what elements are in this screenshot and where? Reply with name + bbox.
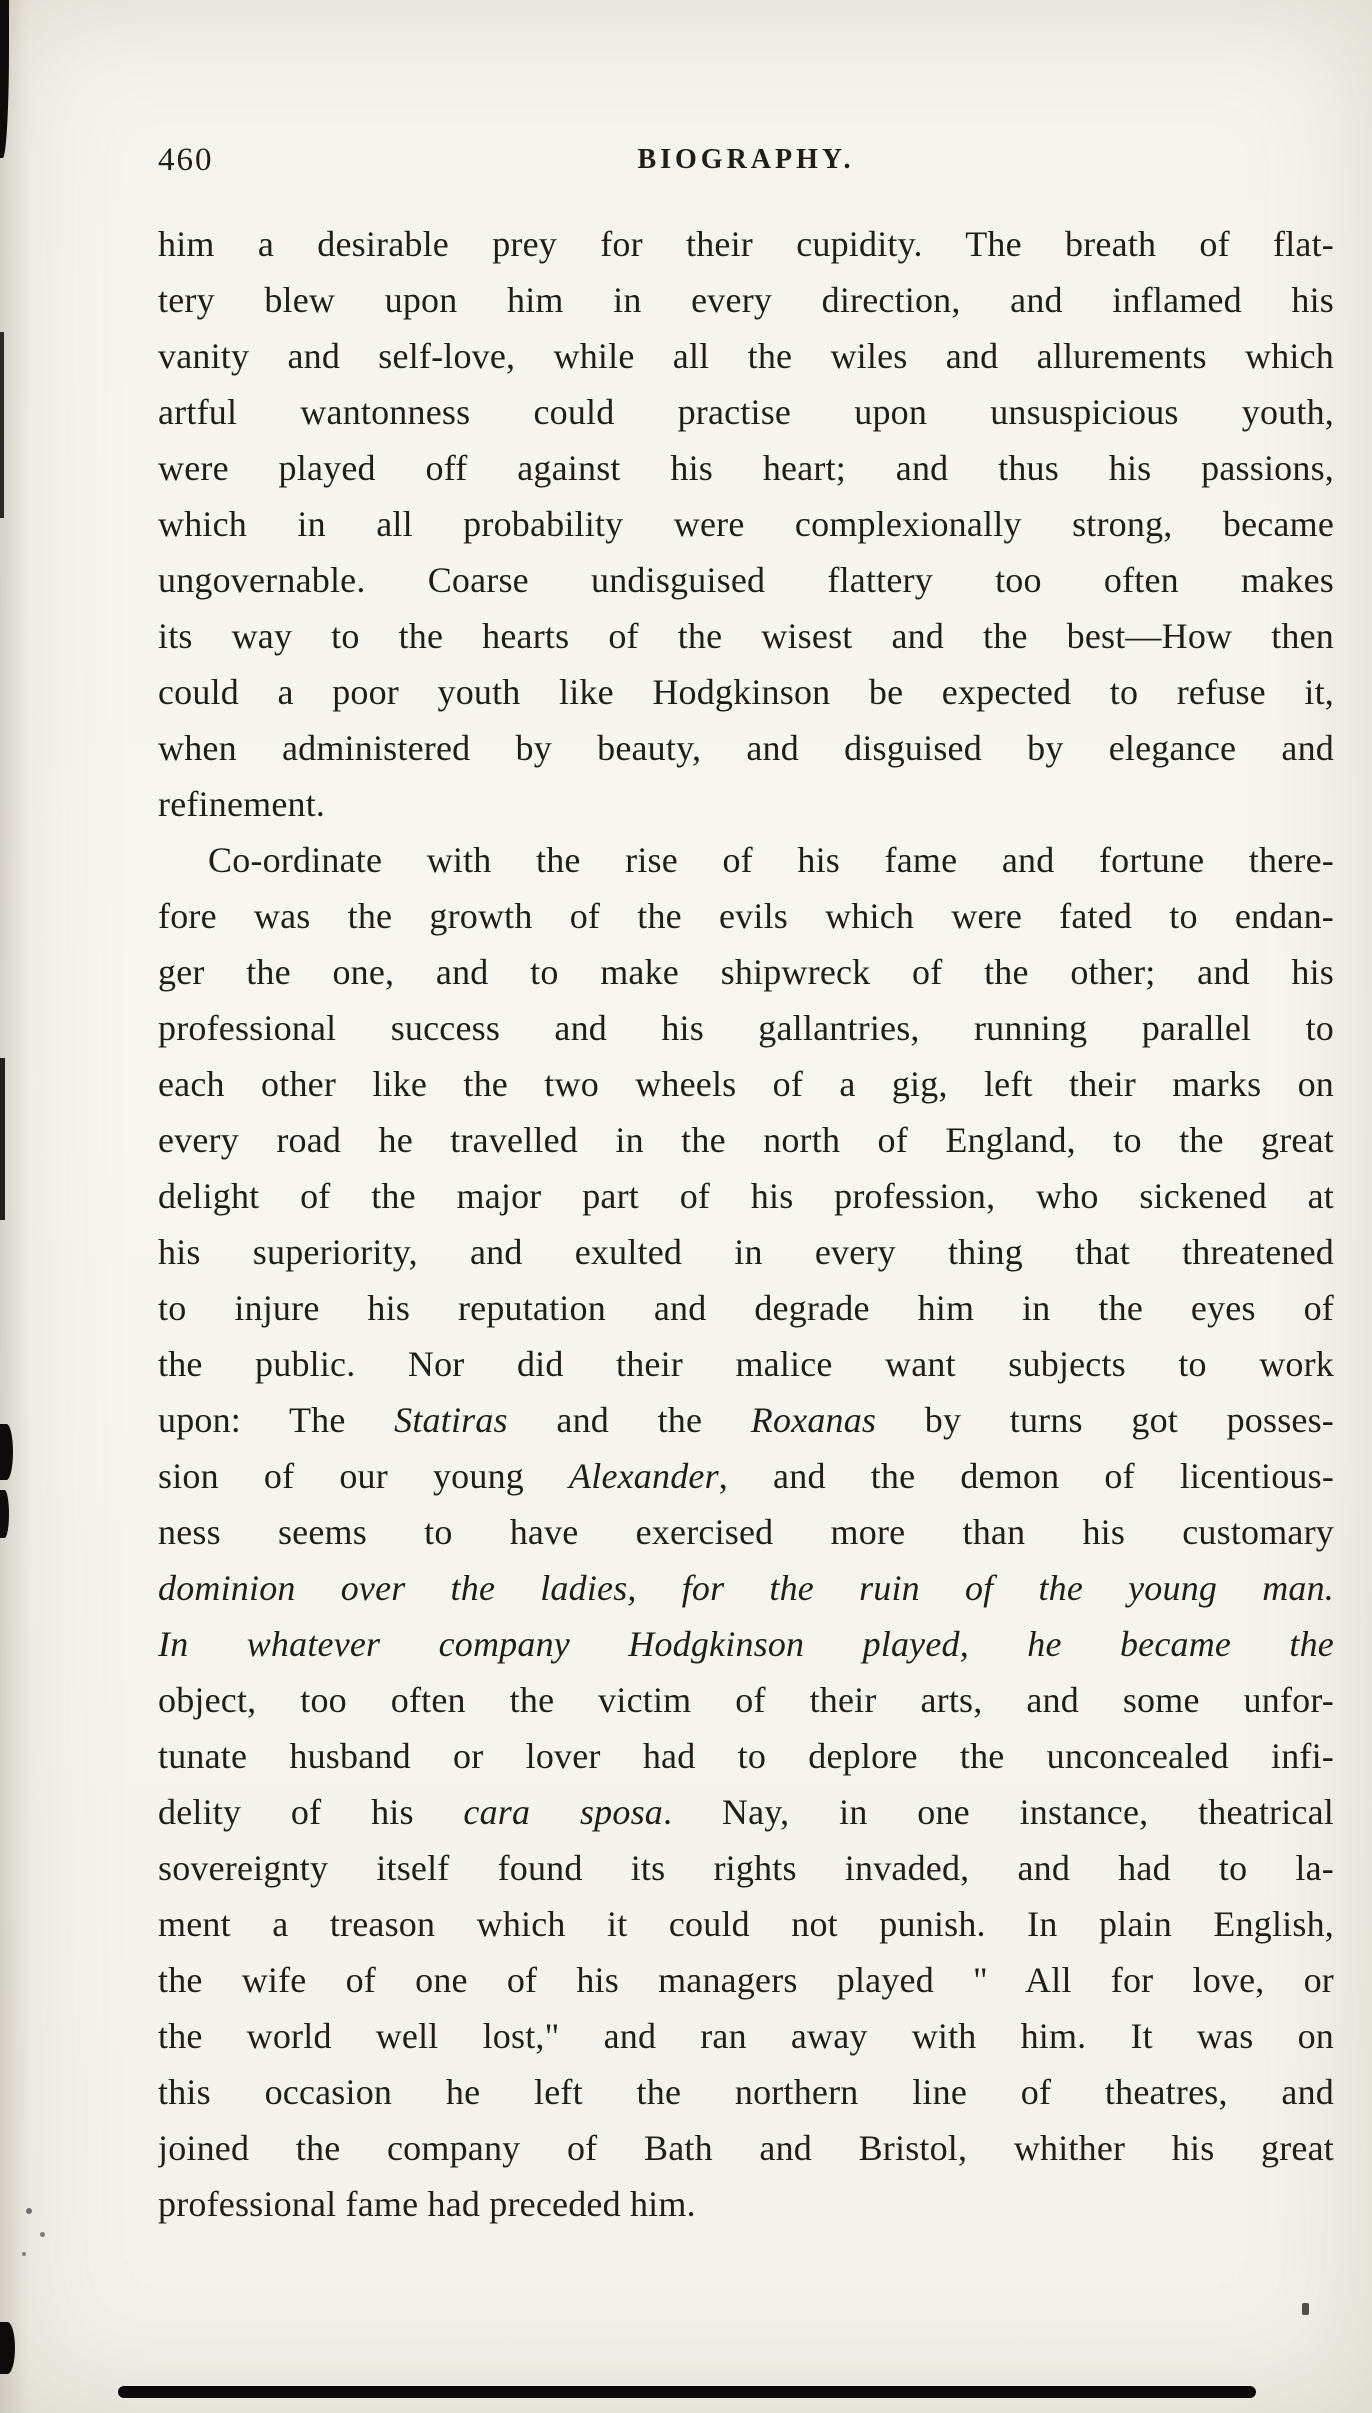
italic-text-run: In whatever company Hodgkinson played, he became the bbox=[158, 1624, 1334, 1664]
text-run: when administered by beauty, and disguised by elegance and bbox=[158, 728, 1334, 768]
text-line bbox=[158, 1168, 1334, 1224]
text-line bbox=[158, 496, 1334, 552]
text-line bbox=[158, 2176, 1334, 2232]
text-run: refinement. bbox=[158, 784, 326, 824]
scan-artifact-top-left bbox=[0, 0, 9, 158]
text-run: delight of the major part of his profession, who sickened at bbox=[158, 1176, 1334, 1216]
text-line bbox=[158, 1280, 1334, 1336]
text-run: fore was the growth of the evils which were fated to endan- bbox=[158, 896, 1334, 936]
text-run: to injure his reputation and degrade him in the eyes of bbox=[158, 1288, 1334, 1328]
page-number: 460 bbox=[158, 142, 214, 178]
text-line bbox=[158, 2064, 1334, 2120]
text-run: Co-ordinate with the rise of his fame and fortune there- bbox=[208, 840, 1334, 880]
text-run: tunate husband or lover had to deplore the unconcealed infi- bbox=[158, 1736, 1334, 1776]
scan-artifact-left-blob bbox=[0, 2322, 15, 2374]
text-line bbox=[158, 1952, 1334, 2008]
text-line bbox=[158, 608, 1334, 664]
text-line bbox=[158, 664, 1334, 720]
text-line bbox=[158, 888, 1334, 944]
text-line bbox=[158, 1560, 1334, 1616]
text-run: this occasion he left the northern line of theatres, and bbox=[158, 2072, 1334, 2112]
text-run: which in all probability were complexionally strong, became bbox=[158, 504, 1334, 544]
text-run: professional fame had preceded him. bbox=[158, 2184, 696, 2224]
italic-text-run: Statiras bbox=[394, 1400, 508, 1440]
scan-speck bbox=[1302, 2303, 1309, 2315]
text-run: were played off against his heart; and thus his passions, bbox=[158, 448, 1334, 488]
italic-text-run: Alexander bbox=[569, 1456, 719, 1496]
text-line bbox=[158, 1672, 1334, 1728]
scan-speck bbox=[40, 2232, 45, 2237]
page-header bbox=[158, 138, 1334, 186]
text-run: delity of his bbox=[158, 1792, 464, 1832]
italic-text-run: cara sposa bbox=[463, 1792, 663, 1832]
text-run: ness seems to have exercised more than his customary bbox=[158, 1512, 1334, 1552]
text-line bbox=[158, 440, 1334, 496]
text-line bbox=[158, 1392, 1334, 1448]
scan-artifact-left-blob bbox=[0, 1490, 9, 1538]
scan-speck bbox=[22, 2252, 26, 2256]
italic-text-run: dominion over the ladies, for the ruin of the young man. bbox=[158, 1568, 1334, 1608]
italic-text-run: Roxanas bbox=[750, 1400, 877, 1440]
text-run: the world well lost," and ran away with him. It was on bbox=[158, 2016, 1334, 2056]
scan-speck bbox=[26, 2208, 32, 2214]
text-run: its way to the hearts of the wisest and the best—How then bbox=[158, 616, 1334, 656]
text-run: sion of our young bbox=[158, 1456, 570, 1496]
text-run: artful wantonness could practise upon unsuspicious youth, bbox=[158, 392, 1334, 432]
text-line bbox=[158, 1616, 1334, 1672]
text-run: ungovernable. Coarse undisguised flattery too often makes bbox=[158, 560, 1334, 600]
text-line bbox=[158, 328, 1334, 384]
text-line bbox=[158, 1728, 1334, 1784]
text-run: joined the company of Bath and Bristol, whither his great bbox=[158, 2128, 1334, 2168]
text-run: object, too often the victim of their arts, and some unfor- bbox=[158, 1680, 1334, 1720]
text-line bbox=[158, 272, 1334, 328]
text-line bbox=[158, 1896, 1334, 1952]
text-run: his superiority, and exulted in every thing that threatened bbox=[158, 1232, 1334, 1272]
text-run: vanity and self-love, while all the wiles and allurements which bbox=[158, 336, 1334, 376]
scan-artifact-left-line bbox=[0, 1058, 5, 1220]
text-line bbox=[158, 2120, 1334, 2176]
text-run: the public. Nor did their malice want subjects to work bbox=[158, 1344, 1334, 1384]
text-line bbox=[158, 384, 1334, 440]
paragraph bbox=[158, 832, 1334, 2232]
text-run: upon: The bbox=[158, 1400, 395, 1440]
text-run: ment a treason which it could not punish. In plain English, bbox=[158, 1904, 1334, 1944]
text-line bbox=[158, 1784, 1334, 1840]
text-run: could a poor youth like Hodgkinson be expected to refuse it, bbox=[158, 672, 1334, 712]
text-line bbox=[158, 1112, 1334, 1168]
text-line bbox=[158, 1056, 1334, 1112]
text-run: each other like the two wheels of a gig, left their marks on bbox=[158, 1064, 1334, 1104]
text-run: and the bbox=[507, 1400, 751, 1440]
text-run: professional success and his gallantries, running parallel to bbox=[158, 1008, 1334, 1048]
text-line bbox=[158, 216, 1334, 272]
text-run: by turns got posses- bbox=[876, 1400, 1334, 1440]
text-line bbox=[158, 1448, 1334, 1504]
text-run: tery blew upon him in every direction, and inflamed his bbox=[158, 280, 1334, 320]
text-line bbox=[158, 832, 1334, 888]
text-line bbox=[158, 776, 1334, 832]
text-run: . Nay, in one instance, theatrical bbox=[662, 1792, 1334, 1832]
text-line bbox=[158, 1504, 1334, 1560]
text-line bbox=[158, 552, 1334, 608]
text-line bbox=[158, 944, 1334, 1000]
scan-bottom-bar bbox=[118, 2386, 1256, 2398]
text-run: him a desirable prey for their cupidity. The breath of flat- bbox=[158, 224, 1334, 264]
text-line bbox=[158, 1224, 1334, 1280]
text-run: ger the one, and to make shipwreck of the other; and his bbox=[158, 952, 1334, 992]
text-line bbox=[158, 1000, 1334, 1056]
scan-artifact-left-blob bbox=[0, 1424, 13, 1480]
text-line bbox=[158, 2008, 1334, 2064]
text-run: sovereignty itself found its rights invaded, and had to la- bbox=[158, 1848, 1334, 1888]
text-block bbox=[158, 216, 1334, 2232]
scan-artifact-left-line bbox=[0, 332, 4, 518]
running-header: BIOGRAPHY. bbox=[637, 144, 855, 175]
text-run: , and the demon of licentious- bbox=[718, 1456, 1334, 1496]
text-line bbox=[158, 1840, 1334, 1896]
text-run: every road he travelled in the north of England, to the great bbox=[158, 1120, 1334, 1160]
paragraph bbox=[158, 216, 1334, 832]
text-line bbox=[158, 1336, 1334, 1392]
text-line bbox=[158, 720, 1334, 776]
text-run: the wife of one of his managers played " All for love, or bbox=[158, 1960, 1334, 2000]
